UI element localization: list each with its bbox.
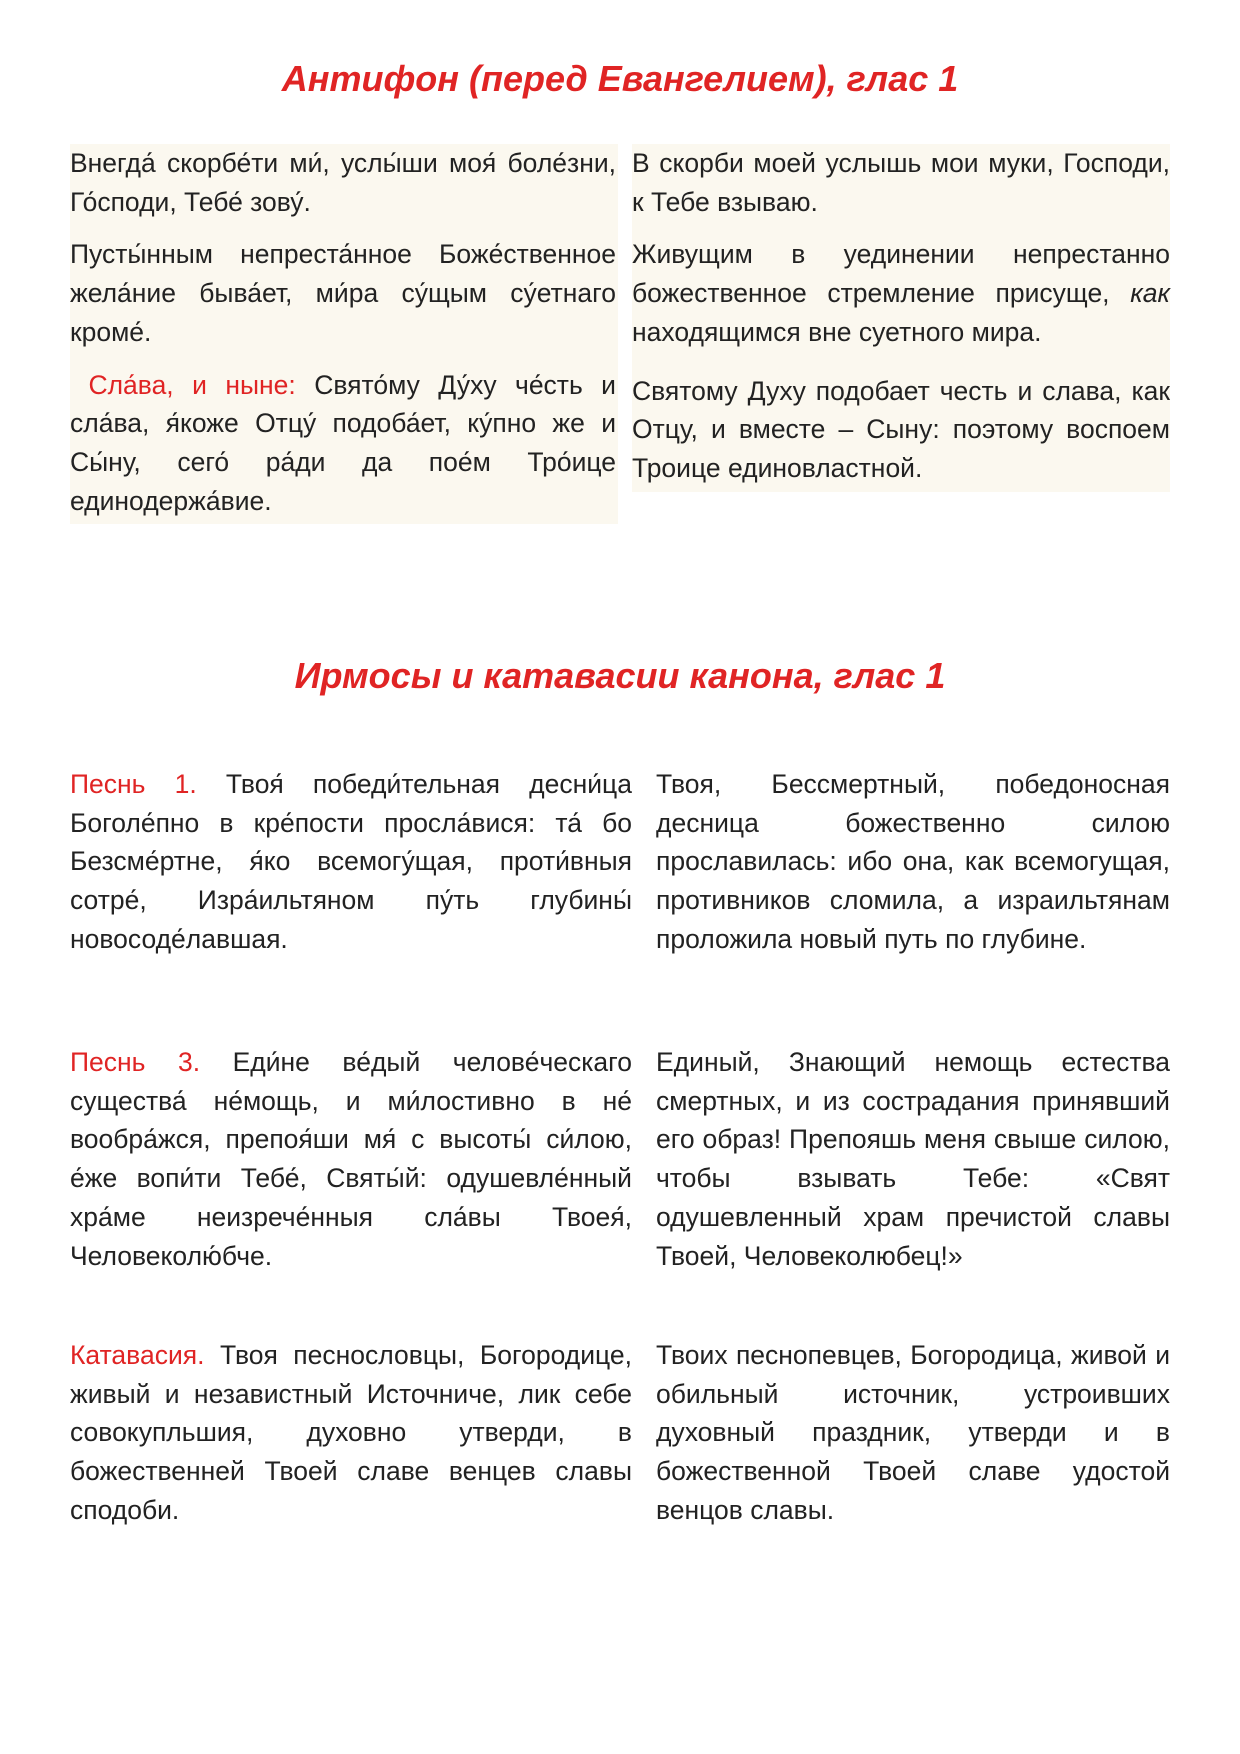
ode-3-russian-text: Единый, Знающий немощь естества смертных, и из сострадания принявший его образ! Препояшь меня свыше силою, чтобы взывать Тебе: «Свят одушевленный храм пречистой славы Твоей, Человеколюбец!» [656, 1047, 1170, 1271]
antiphon-title: Антифон (перед Евангелием), глас 1 [281, 58, 959, 99]
katavasia-label: Катавасия. [70, 1340, 205, 1370]
antiphon-slavonic-verse-1: Внегда́ скорбе́ти ми́, услы́ши моя́ боле́зни, Го́споди, Тебе́ зову́. [70, 148, 616, 217]
katavasia-slavonic-text: Твоя песнословцы, Богородице, живый и независтный Источниче, лик себе совокупльшия, духовно утверди, в божественней Твоей славе венцев славы сподоби. [70, 1340, 632, 1525]
ode-1-russian [656, 765, 1170, 959]
antiphon-russian-verse-2a: Живущим в уединении непрестанно божественное стремление присуще, [632, 239, 1170, 309]
ode-1-label: Песнь 1. [70, 769, 197, 799]
antiphon-slavonic-column [70, 144, 618, 524]
irmos-slavonic-column [70, 765, 632, 1545]
ode-1-russian-text: Твоя, Бессмертный, победоносная десница божественно силою прославилась: ибо она, как всемогущая, противников сломила, а израильтянам проложила новый путь по глубине. [656, 769, 1170, 954]
ode-1-slavonic [70, 765, 632, 959]
ode-3-slavonic [70, 1043, 632, 1275]
glory-label: Сла́ва, и ныне: [88, 369, 296, 400]
antiphon-russian-column [632, 144, 1170, 492]
antiphon-russian-verse-2b: находящимся вне суетного мира. [632, 316, 1042, 347]
ode-3-slavonic-text: Еди́не ве́дый челове́ческаго существа́ не́мощь, и ми́лостивно в не́ вообра́жся, препоя́ши мя́ с высоты́ си́лою, е́же вопи́ти Тебе́, Святы́й: одушевле́нный хра́ме неизрече́нныя сла́вы Твоея́, Человеколю́бче. [70, 1047, 632, 1271]
irmos-russian-column [656, 765, 1170, 1545]
antiphon-slavonic-verse-2: Пусты́нным непреста́нное Боже́ственное жела́ние быва́ет, ми́ра су́щым су́етнаго кроме́. [70, 239, 616, 347]
antiphon-slavonic-verse-3 [70, 366, 616, 521]
irmos-title: Ирмосы и катавасии канона, глас 1 [294, 655, 946, 696]
antiphon-russian-verse-2-em: как [1130, 278, 1170, 309]
ode-3-russian [656, 1043, 1170, 1275]
antiphon-russian-verse-2 [632, 235, 1170, 351]
katavasia-russian-text: Твоих песнопевцев, Богородица, живой и обильный источник, устроивших духовный праздник, утверди и в божественной Твоей славе удостой венцов славы. [656, 1340, 1170, 1525]
antiphon-russian-verse-3: Святому Духу подобает честь и слава, как Отцу, и вместе – Сыну: поэтому воспоем Троице единовластной. [632, 375, 1170, 483]
katavasia-russian [656, 1336, 1170, 1530]
ode-1-slavonic-text: Твоя́ победи́тельная десни́ца Боголе́пно в кре́пости просла́вися: та́ бо Безсме́ртне, я́ко всемогу́щая, проти́вныя сотре́, Изра́ильтяном пу́ть глубины́ новосоде́лавшая. [70, 769, 632, 954]
antiphon-slavonic-verse-3-text: Свято́му Ду́ху че́сть и сла́ва, я́коже Отцу́ подоба́ет, ку́пно же и Сы́ну, сего́ ра́ди да пое́м Тро́ице единодержа́вие. [70, 369, 616, 516]
katavasia-slavonic [70, 1336, 632, 1530]
antiphon-russian-verse-1: В скорби моей услышь мои муки, Господи, к Тебе взываю. [632, 148, 1170, 217]
ode-3-label: Песнь 3. [70, 1047, 201, 1077]
